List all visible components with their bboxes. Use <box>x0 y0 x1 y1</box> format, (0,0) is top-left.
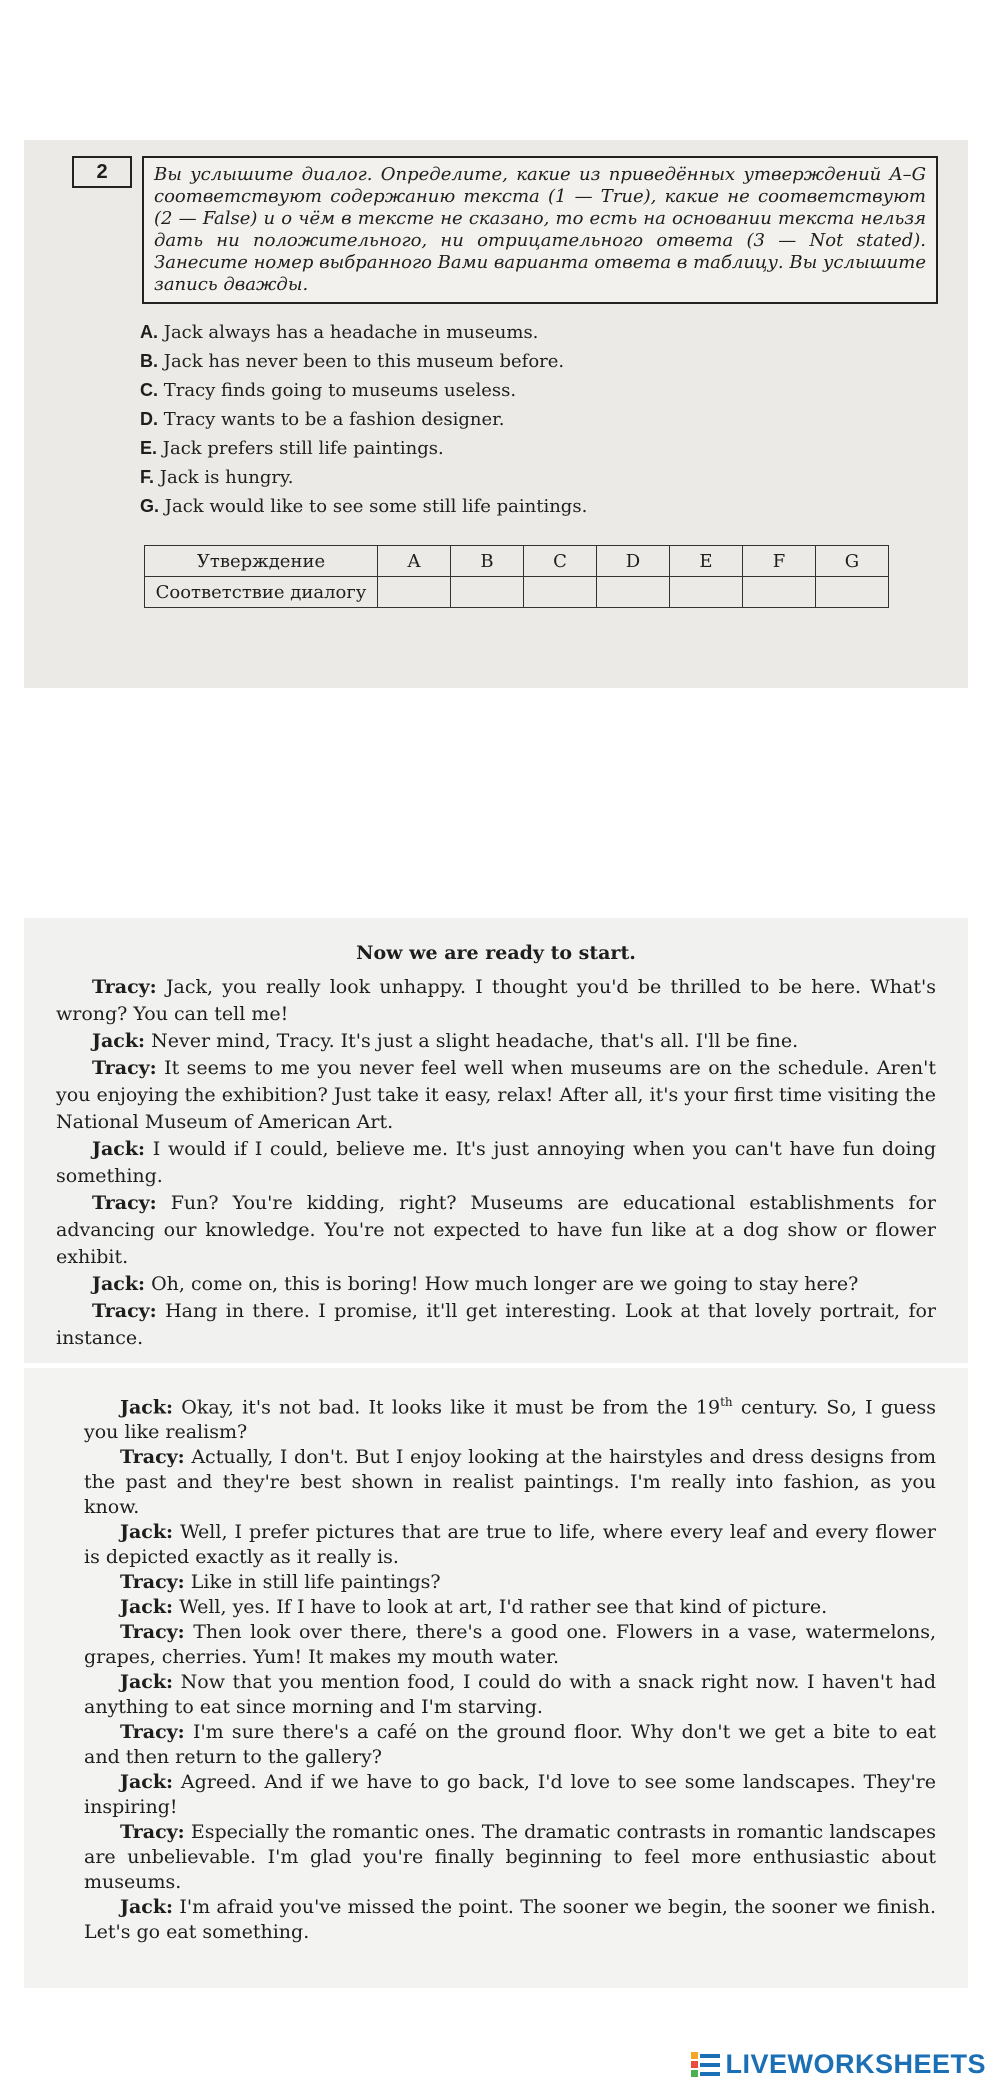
dialogue-line: Jack: Oh, come on, this is boring! How much longer are we going to stay here? <box>92 1273 859 1295</box>
dialogue-line: Jack: Okay, it's not bad. It looks like it must be from the 19th century. So, I guess you like realism? <box>84 1395 936 1444</box>
transcript-scan-2 <box>24 1368 968 1988</box>
table-letter: C <box>524 546 597 577</box>
dialogue-line: Jack: I would if I could, believe me. It's just annoying when you can't have fun doing something. <box>56 1138 936 1187</box>
dialogue-line: Jack: Never mind, Tracy. It's just a slight headache, that's all. I'll be fine. <box>92 1030 799 1052</box>
statement-item: D. Tracy wants to be a fashion designer. <box>140 409 505 430</box>
transcript-scan-1 <box>24 918 968 1363</box>
logo-text: LIVEWORKSHEETS <box>725 2049 986 2079</box>
task-scan <box>24 140 968 688</box>
table-letter: F <box>743 546 816 577</box>
dialogue-line: Tracy: Jack, you really look unhappy. I thought you'd be thrilled to be here. What's wrong? You can tell me! <box>56 976 936 1025</box>
dialogue-line: Tracy: It seems to me you never feel well when museums are on the schedule. Aren't you enjoying the exhibition? Just take it easy, relax! After all, it's your first time visiting the National Museum of American Art. <box>56 1057 937 1133</box>
statement-item: E. Jack prefers still life paintings. <box>140 438 444 459</box>
dialogue-line: Tracy: Then look over there, there's a good one. Flowers in a vase, watermelons, grapes, cherries. Yum! It makes my mouth water. <box>84 1621 936 1669</box>
dialogue-part-2 <box>84 1390 936 1945</box>
dialogue-line: Jack: I'm afraid you've missed the point. The sooner we begin, the sooner we finish. Let's go eat something. <box>84 1896 936 1944</box>
answer-cell-f[interactable] <box>743 577 816 608</box>
dialogue-part-1 <box>56 974 936 1352</box>
dialogue-line: Tracy: I'm sure there's a café on the ground floor. Why don't we get a bite to eat and then return to the gallery? <box>84 1721 936 1769</box>
answer-cell-c[interactable] <box>524 577 597 608</box>
dialogue-line: Jack: Agreed. And if we have to go back, I'd love to see some landscapes. They're inspiring! <box>84 1771 936 1819</box>
statement-item: A. Jack always has a headache in museums. <box>140 322 539 343</box>
liveworksheets-logo[interactable] <box>691 2049 986 2080</box>
transcript-heading: Now we are ready to start. <box>356 942 636 964</box>
dialogue-line: Tracy: Hang in there. I promise, it'll get interesting. Look at that lovely portrait, for instance. <box>56 1300 936 1349</box>
statement-item: F. Jack is hungry. <box>140 467 294 488</box>
table-row <box>145 577 889 608</box>
answer-cell-d[interactable] <box>597 577 670 608</box>
table-header-label: Утверждение <box>145 546 378 577</box>
dialogue-line: Tracy: Actually, I don't. But I enjoy looking at the hairstyles and dress designs from the past and they're best shown in realist paintings. I'm really into fashion, as you know. <box>84 1446 937 1519</box>
table-letter: B <box>451 546 524 577</box>
table-letter: D <box>597 546 670 577</box>
dialogue-line: Tracy: Like in still life paintings? <box>120 1571 441 1594</box>
statement-item: G. Jack would like to see some still life paintings. <box>140 496 588 517</box>
dialogue-line: Tracy: Fun? You're kidding, right? Museums are educational establishments for advancing our knowledge. You're not expected to have fun like at a dog show or flower exhibit. <box>56 1192 936 1268</box>
statement-item: C. Tracy finds going to museums useless. <box>140 380 517 401</box>
table-row <box>145 546 889 577</box>
statement-list <box>140 318 938 521</box>
table-letter: E <box>670 546 743 577</box>
table-letter: A <box>378 546 451 577</box>
answer-cell-e[interactable] <box>670 577 743 608</box>
dialogue-line: Tracy: Especially the romantic ones. The dramatic contrasts in romantic landscapes are unbelievable. I'm glad you're finally beginning to feel more enthusiastic about museums. <box>84 1821 936 1894</box>
answer-cell-b[interactable] <box>451 577 524 608</box>
answer-cell-g[interactable] <box>816 577 889 608</box>
task-number: 2 <box>72 156 132 188</box>
statement-item: B. Jack has never been to this museum before. <box>140 351 565 372</box>
table-answer-label: Соответствие диалогу <box>145 577 378 608</box>
dialogue-line: Jack: Now that you mention food, I could do with a snack right now. I haven't had anything to eat since morning and I'm starving. <box>84 1671 936 1719</box>
dialogue-line: Jack: Well, yes. If I have to look at art, I'd rather see that kind of picture. <box>120 1596 828 1619</box>
table-letter: G <box>816 546 889 577</box>
logo-bars-icon <box>691 2052 721 2078</box>
task-instruction: Вы услышите диалог. Определите, какие из приведённых утверждений A–G соответствуют содержанию текста (1 — True), какие не соответствуют (2 — False) и о чём в тексте не сказано, то есть на основании текста нельзя дать ни положительного, ни отрицательного ответа (3 — Not stated). Занесите номер выбранного Вами варианта ответа в таблицу. Вы услышите запись дважды. <box>142 156 938 304</box>
dialogue-line: Jack: Well, I prefer pictures that are true to life, where every leaf and every flower is depicted exactly as it really is. <box>84 1521 936 1569</box>
answer-table <box>144 545 889 608</box>
answer-cell-a[interactable] <box>378 577 451 608</box>
